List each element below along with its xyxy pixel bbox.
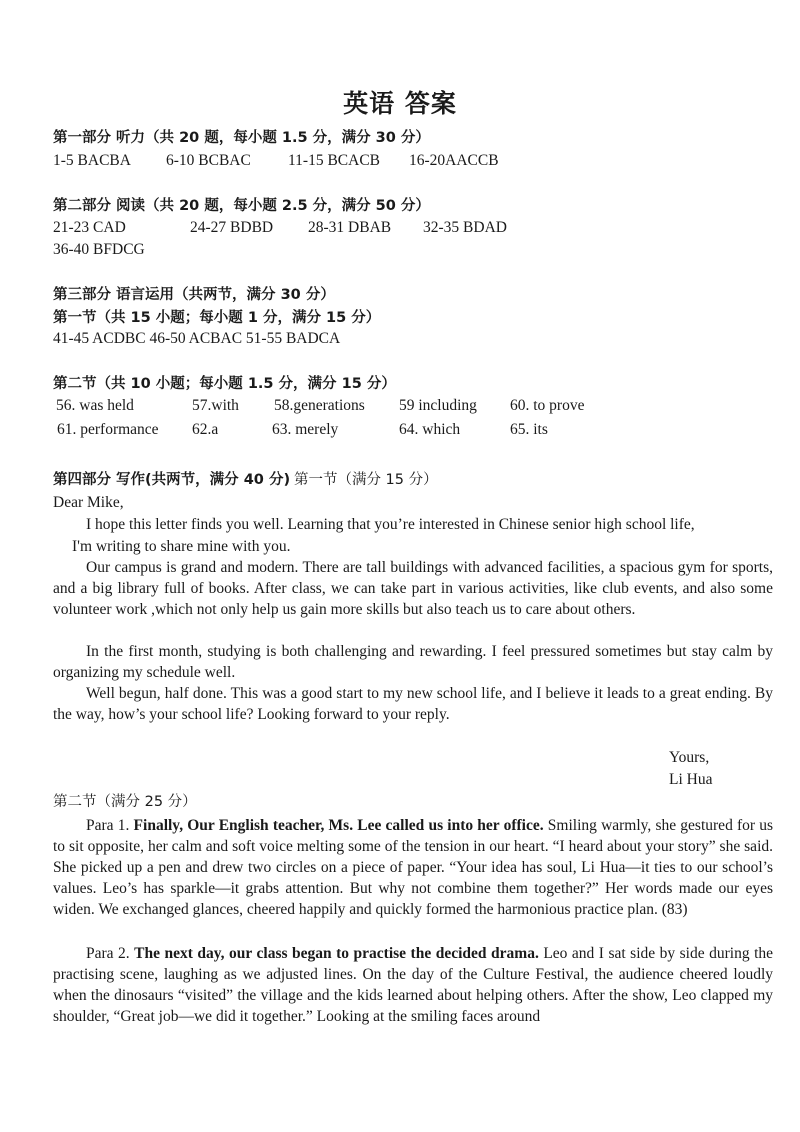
essay-para-2 [53,943,773,1027]
part3-heading: 第三部分 语言运用（共两节，满分 30 分） [53,287,335,303]
part2-answer-4: 32-35 BDAD [423,219,507,236]
sec2-answer-62: 62.a [192,421,219,438]
sec2-answer-57: 57.with [192,397,239,414]
sec2-answer-58: 58.generations [274,397,365,414]
part3-sec2-heading: 第二节（共 10 小题；每小题 1.5 分，满分 15 分） [53,376,396,392]
para2-opening-sentence: The next day, our class began to practise the decided drama. [134,945,539,962]
part1-heading: 第一部分 听力（共 20 题，每小题 1.5 分，满分 30 分） [53,130,430,146]
part2-answer-1: 21-23 CAD [53,219,126,236]
part2-answer-5: 36-40 BFDCG [53,241,145,258]
part1-answer-3: 11-15 BCACB [288,152,381,169]
letter-p1-line1: I hope this letter finds you well. Learning that you’re interested in Chinese senior high school life, [86,516,695,533]
para1-body: Smiling warmly, she gestured for us to sit opposite, her calm and soft voice melting some of the tension in our heart. “I heard about your story” she said. She picked up a pen and drew two circles on a piece of paper. “Your idea has soul, Li Hua—it ties to our school’s values. Leo’s has sparkle—it grabs attention. But why not combine them together?” Her words made our eyes widen. We exchanged glances, cheered happily and quickly formed the harmonious practice plan. (83) [53,817,774,918]
letter-p1-line2: I'm writing to share mine with you. [72,538,291,555]
part1-answer-4: 16-20AACCB [409,152,499,169]
para2-label: Para 2. [86,945,130,962]
sec2-answer-65: 65. its [510,421,548,438]
letter-p3: In the first month, studying is both challenging and rewarding. I feel pressured sometimes but stay calm by organizing my schedule well. [53,643,773,681]
part4-heading: 第四部分 写作(共两节，满分 40 分) [53,472,291,488]
part3-sec1-heading: 第一节（共 15 小题；每小题 1 分，满分 15 分） [53,310,381,326]
part4-sec1-label: 第一节（满分 15 分） [293,472,438,488]
part4-heading-row [53,470,438,490]
sec2-answer-63: 63. merely [272,421,339,438]
sec2-answer-59: 59 including [399,397,477,414]
para2-body: Leo and I sat side by side during the practising scene, laughing as we adjusted lines. On the day of the Culture Festival, the audience cheered loudly when the dinosaurs “visited” the village and the kids learned about helping others. After the show, Leo clapped my shoulder, “Great job—we did it together.” Looking at the smiling faces around [53,945,774,1025]
part2-heading: 第二部分 阅读（共 20 题，每小题 2.5 分，满分 50 分） [53,198,430,214]
letter-greeting: Dear Mike, [53,494,124,511]
page-title: 英语 答案 [343,89,457,118]
letter-p4: Well begun, half done. This was a good start to my new school life, and I believe it leads to a great ending. By the way, how’s your school life? Looking forward to your reply. [53,685,773,723]
part2-answer-3: 28-31 DBAB [308,219,392,236]
para1-opening-sentence: Finally, Our English teacher, Ms. Lee called us into her office. [133,817,544,834]
letter-signature: Li Hua [669,771,713,788]
sec2-answer-60: 60. to prove [510,397,585,414]
letter-closing: Yours, [669,749,710,766]
sec2-answer-64: 64. which [399,421,461,438]
essay-para-1 [53,815,773,920]
part3-sec1-answers: 41-45 ACDBC 46-50 ACBAC 51-55 BADCA [53,330,341,347]
part4-sec2-label: 第二节（满分 25 分） [53,794,197,810]
sec2-answer-56: 56. was held [56,397,134,414]
part1-answer-1: 1-5 BACBA [53,152,131,169]
part1-answer-2: 6-10 BCBAC [166,152,251,169]
part2-answer-2: 24-27 BDBD [190,219,274,236]
para1-label: Para 1. [86,817,130,834]
sec2-answer-61: 61. performance [57,421,159,438]
letter-p2: Our campus is grand and modern. There are tall buildings with advanced facilities, a spacious gym for sports, and a big library full of books. After class, we can take part in various activities, like club events, and also some volunteer work ,which not only help us gain more skills but also teach us to care about others. [53,559,773,618]
